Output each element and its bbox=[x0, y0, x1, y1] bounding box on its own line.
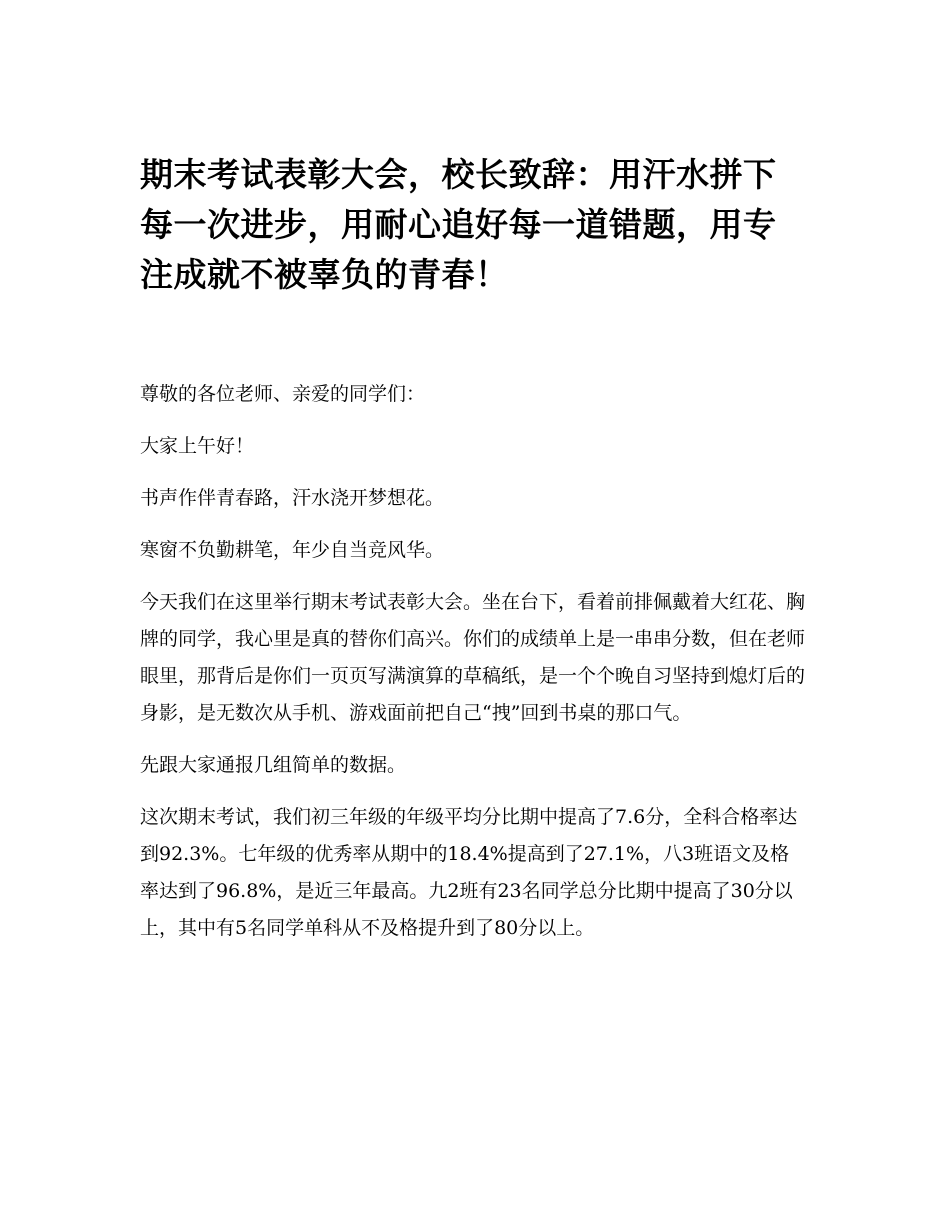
verse-line-1: 书声作伴青春路，汗水浇开梦想花。 bbox=[140, 487, 445, 509]
statistics-paragraph: 这次期末考试，我们初三年级的年级平均分比期中提高了7.6分，全科合格率达到92.3%。七年级的优秀率从期中的18.4%提高到了27.1%，八3班语文及格率达到了96.8%，是近三年最高。九2班有23名同学总分比期中提高了30分以上，其中有5名同学单科从不及格提升到了80分以上。 bbox=[140, 806, 798, 939]
document-body bbox=[140, 376, 808, 947]
verse-line-2: 寒窗不负勤耕笔，年少自当竞风华。 bbox=[140, 539, 445, 561]
salutation-paragraph: 尊敬的各位老师、亲爱的同学们： bbox=[140, 383, 426, 405]
document-page bbox=[140, 150, 808, 962]
greeting-paragraph: 大家上午好！ bbox=[140, 435, 255, 457]
data-intro-paragraph: 先跟大家通报几组简单的数据。 bbox=[140, 754, 407, 776]
intro-paragraph: 今天我们在这里举行期末考试表彰大会。坐在台下，看着前排佩戴着大红花、胸牌的同学，我心里是真的替你们高兴。你们的成绩单上是一串串分数，但在老师眼里，那背后是你们一页页写满演算的草稿纸，是一个个晚自习坚持到熄灯后的身影，是无数次从手机、游戏面前把自己“拽”回到书桌的那口气。 bbox=[140, 591, 806, 724]
document-title: 期末考试表彰大会，校长致辞：用汗水拼下每一次进步，用耐心追好每一道错题，用专注成就不被辜负的青春！ bbox=[140, 155, 777, 294]
